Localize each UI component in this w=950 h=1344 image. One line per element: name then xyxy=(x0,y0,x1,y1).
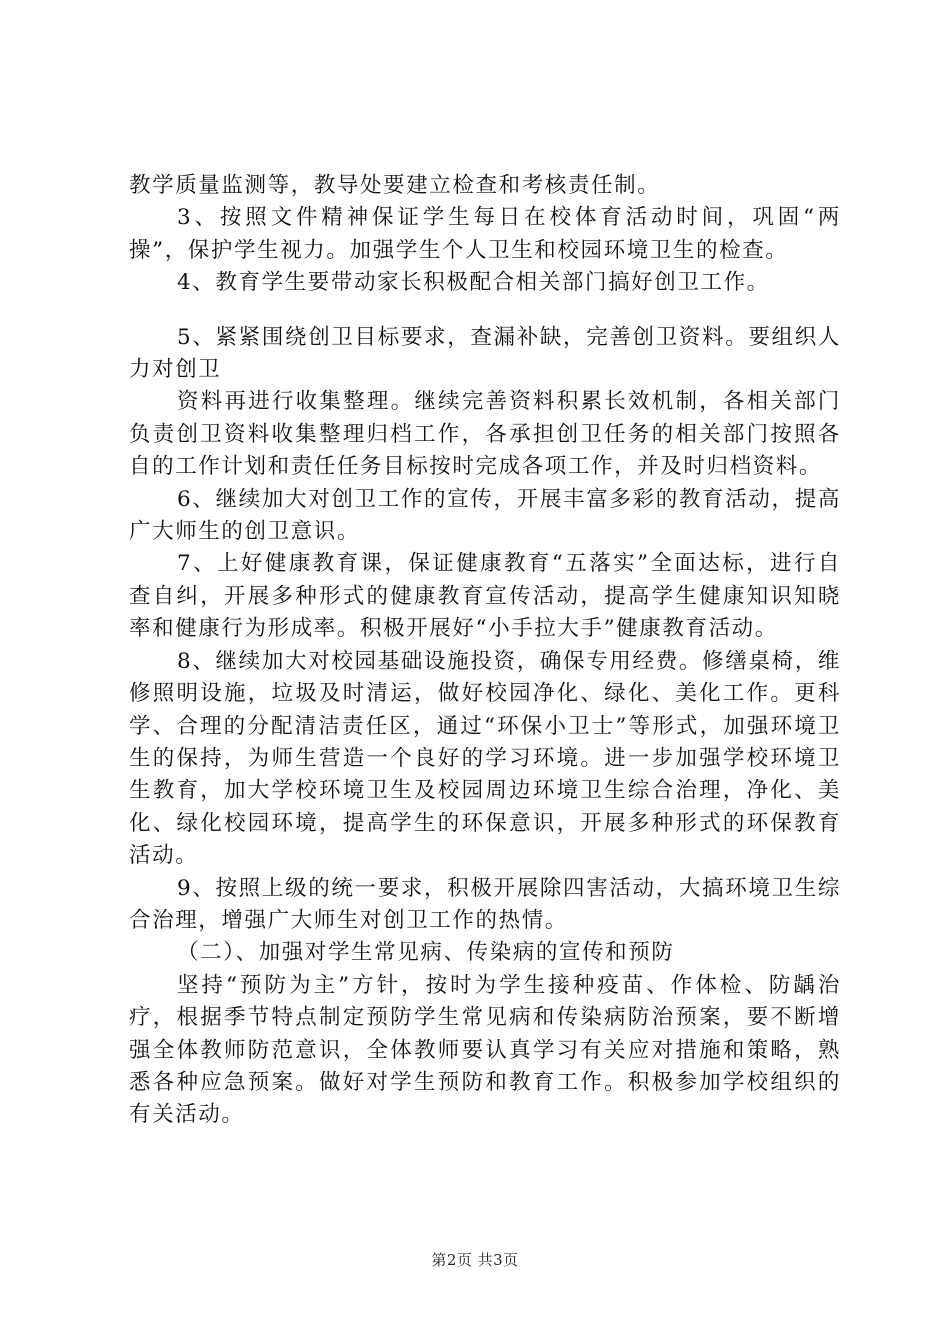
page-footer: 第2页 共3页 xyxy=(431,1251,519,1269)
paragraph-item-5-continued: 资料再进行收集整理。继续完善资料积累长效机制，各相关部门负责创卫资料收集整理归档工作，各承担创卫任务的相关部门按照各自的工作计划和责任任务目标按时完成各项工作，并及时归档资料。 xyxy=(129,389,841,480)
paragraph-item-5: 5、紧紧围绕创卫目标要求，查漏补缺，完善创卫资料。要组织人力对创卫 xyxy=(129,324,841,383)
paragraph-item-6: 6、继续加大对创卫工作的宣传，开展丰富多彩的教育活动，提高广大师生的创卫意识。 xyxy=(129,486,841,545)
paragraph-item-7: 7、上好健康教育课，保证健康教育“五落实”全面达标，进行自查自纠，开展多种形式的健康教育宣传活动，提高学生健康知识知晓率和健康行为形成率。积极开展好“小手拉大手”健康教育活动。 xyxy=(129,551,841,642)
paragraph-prevention: 坚持“预防为主”方针，按时为学生接种疫苗、作体检、防龋治疗，根据季节特点制定预防学生常见病和传染病防治预案，要不断增强全体教师防范意识，全体教师要认真学习有关应对措施和策略，熟悉各种应急预案。做好对学生预防和教育工作。积极参加学校组织的有关活动。 xyxy=(129,972,841,1128)
section-heading-2: （二）、加强对学生常见病、传染病的宣传和预防 xyxy=(177,940,675,966)
paragraph-item-3: 3、按照文件精神保证学生每日在校体育活动时间，巩固“两操”，保护学生视力。加强学生个人卫生和校园环境卫生的检查。 xyxy=(129,205,841,263)
paragraph-item-8: 8、继续加大对校园基础设施投资，确保专用经费。修缮桌椅，维修照明设施，垃圾及时清运，做好校园净化、绿化、美化工作。更科学、合理的分配清洁责任区，通过“环保小卫士”等形式，加强环境卫生的保持，为师生营造一个良好的学习环境。进一步加强学校环境卫生教育，加大学校环境卫生及校园周边环境卫生综合治理，净化、美化、绿化校园环境，提高学生的环保意识，开展多种形式的环保教育活动。 xyxy=(129,648,841,869)
document-body xyxy=(129,170,841,1132)
paragraph-item-4: 4、教育学生要带动家长积极配合相关部门搞好创卫工作。 xyxy=(177,270,770,296)
paragraph-item-9: 9、按照上级的统一要求，积极开展除四害活动，大搞环境卫生综合治理，增强广大师生对创卫工作的热情。 xyxy=(129,875,841,933)
paragraph-continuation: 教学质量监测等，教导处要建立检查和考核责任制。 xyxy=(129,173,661,198)
paragraph-gap xyxy=(129,300,841,322)
